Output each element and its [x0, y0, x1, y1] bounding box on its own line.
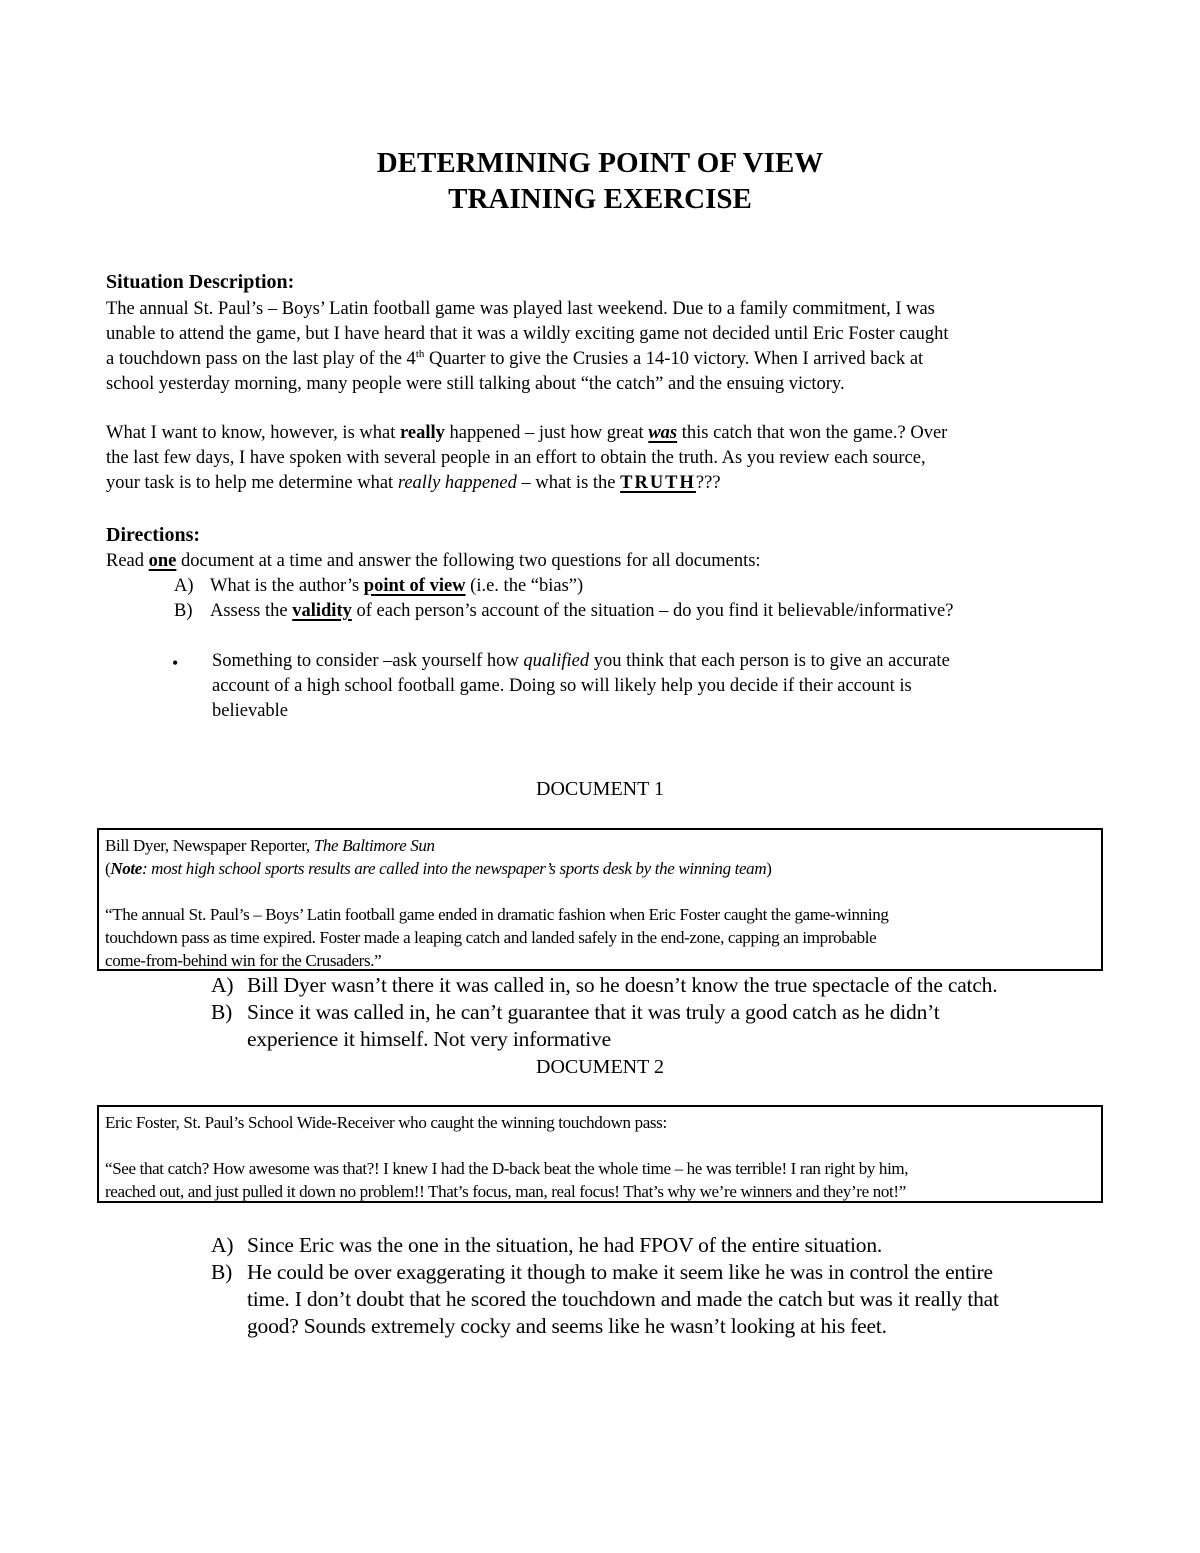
document1-answer-b: B) Since it was called in, he can’t guarantee that it was truly a good catch as he didn’t [211, 1000, 940, 1024]
document1-answer-b-cont: experience it himself. Not very informative [247, 1027, 611, 1051]
page-title-line1: DETERMINING POINT OF VIEW [376, 147, 824, 179]
bullet-icon: • [172, 653, 179, 673]
document2-answer-b-cont: good? Sounds extremely cocky and seems like he wasn’t looking at his feet. [247, 1314, 887, 1338]
question-line: the last few days, I have spoken with several people in an effort to obtain the truth. As you review each source, [106, 448, 926, 468]
question-line: your task is to help me determine what really happened – what is the TRUTH??? [106, 473, 721, 493]
emphasis-was: was [648, 423, 678, 443]
directions-heading: Directions: [106, 524, 201, 546]
item-label: B) [174, 601, 193, 621]
document2-source-box: Eric Foster, St. Paul’s School Wide-Receiver who caught the winning touchdown pass: “See that catch? How awesome was that?! I knew I had the D-back beat the whole time – he was terrible! I ran right by him, reached out, and just pulled it down no problem!! That’s focus, man, real focus! That’s why we’re winners and they’re not!” [97, 1105, 1103, 1203]
consider-tip: Something to consider –ask yourself how qualified you think that each person is to give an accurate account of a high school football game. Doing so will likely help you decide if their account is believable [212, 651, 950, 721]
situation-heading: Situation Description: [106, 271, 295, 293]
document1-answer-a: A) Bill Dyer wasn’t there it was called in, so he doesn’t know the true spectacle of the catch. [211, 973, 998, 997]
situation-line: unable to attend the game, but I have heard that it was a wildly exciting game not decided until Eric Foster caught [106, 324, 949, 344]
publication-name: The Baltimore Sun [313, 836, 435, 855]
document2-answer-b-cont: time. I don’t doubt that he scored the touchdown and made the catch but was it really that [247, 1287, 999, 1311]
question-line: What I want to know, however, is what really happened – just how great was this catch that won the game.? Over [106, 423, 948, 443]
quote-line: touchdown pass as time expired. Foster made a leaping catch and landed safely in the end-zone, capping an improbable [105, 928, 877, 947]
emphasis-validity: validity [292, 601, 352, 621]
superscript-th: th [415, 347, 425, 360]
document1-source-box: Bill Dyer, Newspaper Reporter, The Baltimore Sun (Note: most high school sports results are called into the newspaper’s sports desk by the winning team) “The annual St. Paul’s – Boys’ Latin football game ended in dramatic fashion when Eric Foster caught the game-winning touchdown pass as time expired. Foster made a leaping catch and landed safely in the end-zone, capping an improbable come-from-behind win for the Crusaders.” [97, 828, 1103, 971]
direction-item-a: A) What is the author’s point of view (i.e. the “bias”) [174, 576, 584, 596]
document2-answer-a: A) Since Eric was the one in the situation, he had FPOV of the entire situation. [211, 1233, 883, 1257]
situation-line: school yesterday morning, many people were still talking about “the catch” and the ensuing victory. [106, 374, 845, 394]
directions-intro: Read one document at a time and answer the following two questions for all documents: [106, 551, 761, 571]
situation-paragraph [106, 297, 1096, 397]
emphasis-point-of-view: point of view [363, 576, 466, 596]
direction-item-b: B) Assess the validity of each person’s account of the situation – do you find it believable/informative? [174, 601, 954, 621]
emphasis-really-happened: really happened [397, 473, 517, 493]
emphasis-truth: TRUTH [620, 473, 696, 493]
quote-line: “See that catch? How awesome was that?! I knew I had the D-back beat the whole time – he was terrible! I ran right by him, [105, 1159, 909, 1178]
document2-answer-b: B) He could be over exaggerating it though to make it seem like he was in control the entire [211, 1260, 993, 1284]
situation-line: The annual St. Paul’s – Boys’ Latin football game was played last weekend. Due to a family commitment, I was [106, 299, 935, 319]
quote-line: “The annual St. Paul’s – Boys’ Latin football game ended in dramatic fashion when Eric Foster caught the game-winning [105, 905, 889, 924]
document1-title: DOCUMENT 1 [536, 778, 664, 800]
page-title-line2: TRAINING EXERCISE [448, 183, 752, 215]
document2-title: DOCUMENT 2 [536, 1056, 664, 1078]
emphasis-qualified: qualified [523, 651, 590, 671]
item-label: A) [174, 576, 194, 596]
emphasis-really: really [400, 423, 445, 443]
quote-line: come-from-behind win for the Crusaders.” [105, 951, 382, 970]
emphasis-one: one [148, 551, 177, 571]
question-paragraph [106, 421, 1096, 496]
situation-line: a touchdown pass on the last play of the 4th Quarter to give the Crusies a 14-10 victory. When I arrived back at [106, 347, 924, 369]
quote-line: reached out, and just pulled it down no problem!! That’s focus, man, real focus! That’s why we’re winners and they’re not!” [105, 1182, 906, 1201]
